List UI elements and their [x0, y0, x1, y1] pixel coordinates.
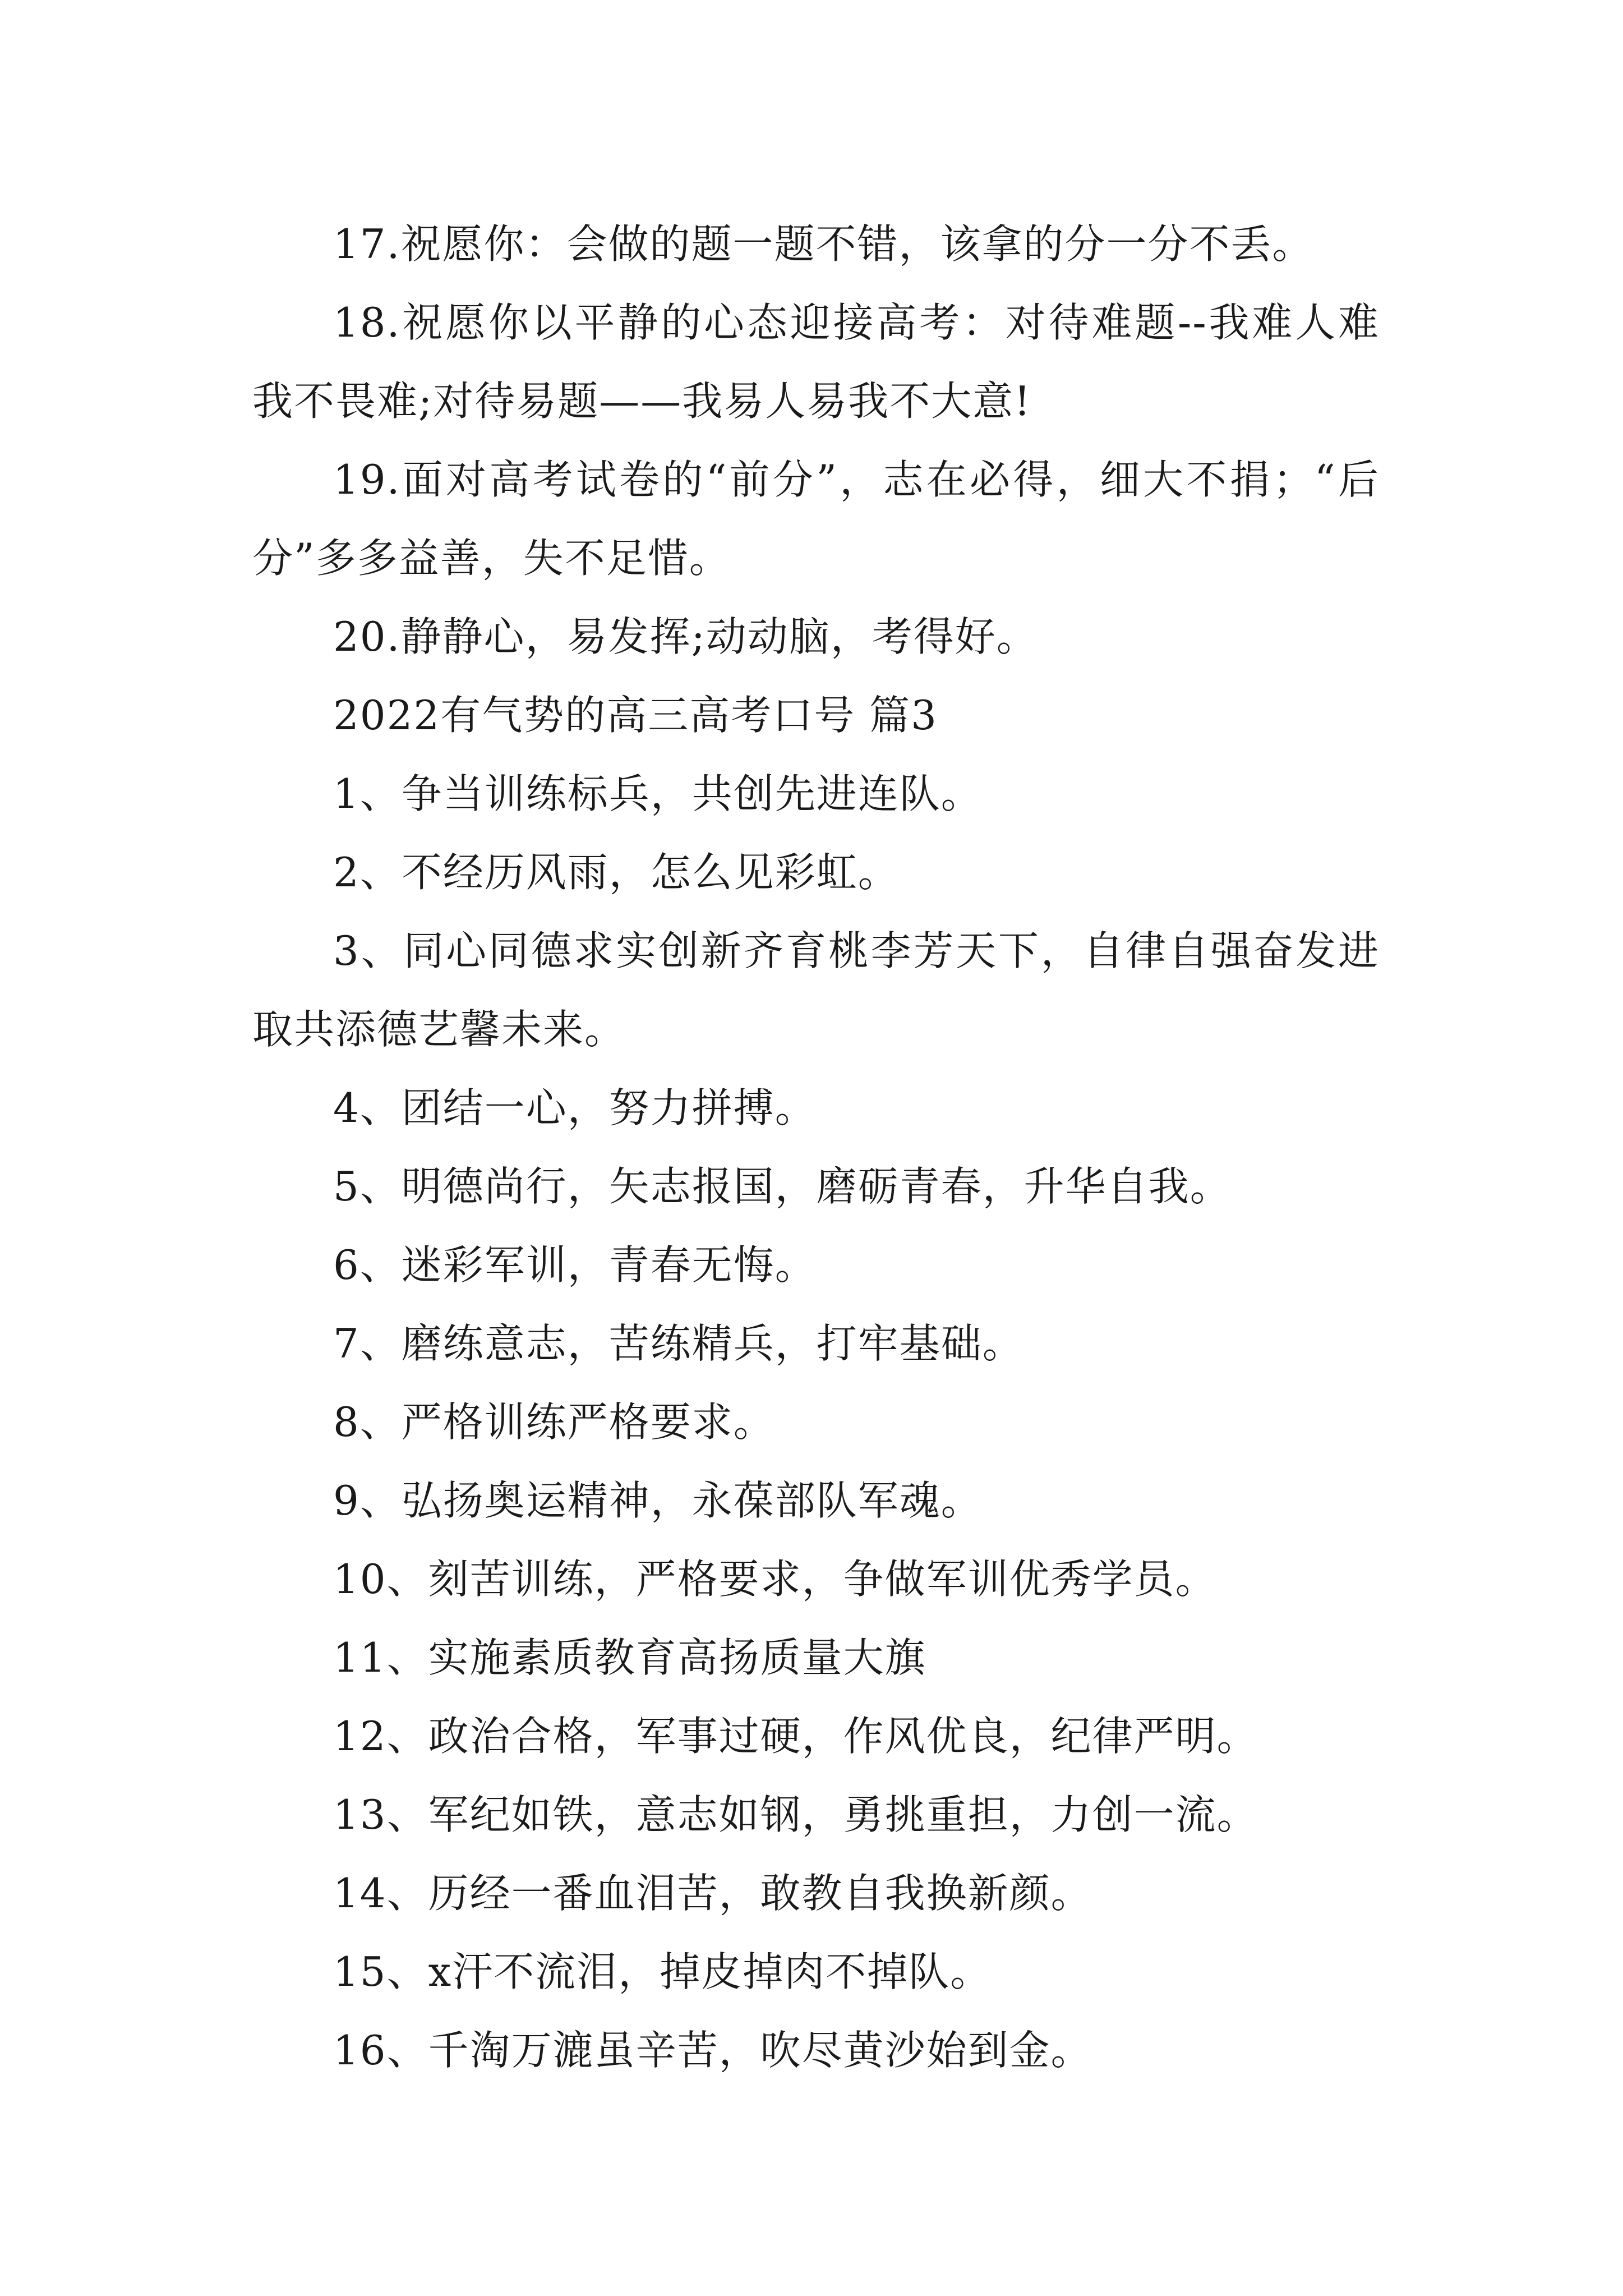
list-item-7: 7、磨练意志，苦练精兵，打牢基础。	[333, 1320, 1024, 1367]
list-item-2: 2、不经历风雨，怎么见彩虹。	[333, 849, 900, 896]
list-item-8: 8、严格训练严格要求。	[333, 1398, 775, 1446]
list-item-14: 14、历经一番血泪苦，敢教自我换新颜。	[333, 1870, 1092, 1917]
list-item-6: 6、迷彩军训，青春无悔。	[333, 1241, 817, 1289]
list-item-12: 12、政治合格，军事过硬，作风优良，纪律严明。	[333, 1713, 1258, 1760]
document-body	[252, 205, 1380, 2090]
list-item-13: 13、军纪如铁，意志如钢，勇挑重担，力创一流。	[333, 1791, 1258, 1838]
list-item-11: 11、实施素质教育高扬质量大旗	[333, 1634, 926, 1681]
list-item-4: 4、团结一心，努力拼搏。	[333, 1084, 817, 1131]
list-item-5: 5、明德尚行，矢志报国，磨砺青春，升华自我。	[333, 1163, 1232, 1210]
paragraph-19: 19.面对高考试卷的“前分”，志在必得，细大不捐；“后分”多多益善，失不足惜。	[252, 456, 1380, 582]
paragraph-17: 17.祝愿你：会做的题一题不错，该拿的分一分不丢。	[333, 220, 1314, 268]
list-item-1: 1、争当训练标兵，共创先进连队。	[333, 770, 983, 817]
paragraph-18: 18.祝愿你以平静的心态迎接高考：对待难题--我难人难我不畏难;对待易题——我易人易我不大意!	[252, 299, 1380, 425]
list-item-10: 10、刻苦训练，严格要求，争做军训优秀学员。	[333, 1556, 1217, 1603]
list-item-3: 3、同心同德求实创新齐育桃李芳天下，自律自强奋发进取共添德艺馨未来。	[252, 927, 1380, 1053]
list-item-9: 9、弘扬奥运精神，永葆部队军魂。	[333, 1477, 983, 1524]
list-item-16: 16、千淘万漉虽辛苦，吹尽黄沙始到金。	[333, 2027, 1092, 2074]
list-item-15: 15、x汗不流泪，掉皮掉肉不掉队。	[333, 1948, 992, 1995]
section-heading: 2022有气势的高三高考口号 篇3	[333, 692, 938, 739]
paragraph-20: 20.静静心，易发挥;动动脑，考得好。	[333, 613, 1038, 660]
